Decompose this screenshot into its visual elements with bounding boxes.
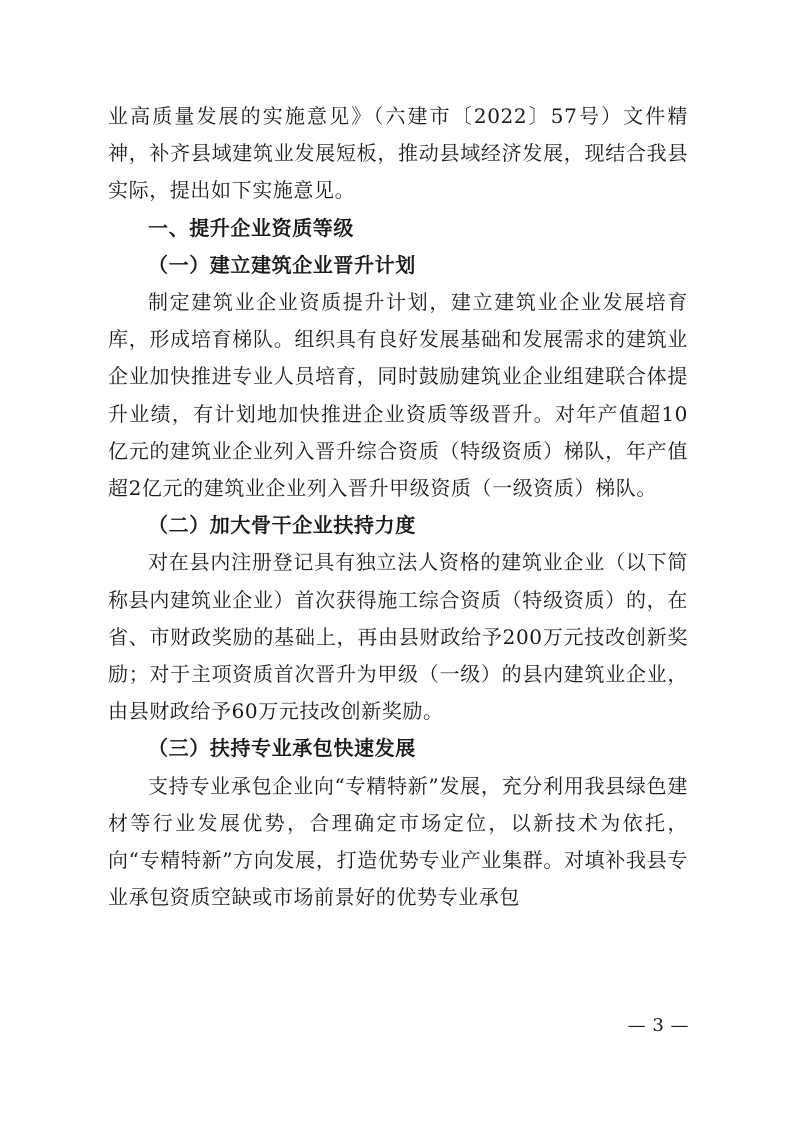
subsection-1-paragraph: 制定建筑业企业资质提升计划，建立建筑业企业发展培育库，形成培育梯队。组织具有良好发展基础和发展需求的建筑业企业加快推进专业人员培育，同时鼓励建筑业企业组建联合体提升业绩，有计划地加快推进企业资质等级晋升。对年产值超10亿元的建筑业企业列入晋升综合资质（特级资质）梯队，年产值超2亿元的建筑业企业列入晋升甲级资质（一级资质）梯队。 (108, 290, 688, 501)
page-number: — 3 — (627, 1015, 689, 1036)
document-body (108, 98, 688, 916)
subsection-3-paragraph: 支持专业承包企业向“专精特新”发展，充分利用我县绿色建材等行业发展优势，合理确定市场定位，以新技术为依托，向“专精特新”方向发展，打造优势专业产业集群。对填补我县专业承包资质空缺或市场前景好的优势专业承包 (108, 773, 688, 910)
subsection-heading-1: （一）建立建筑企业晋升计划 (148, 252, 416, 277)
intro-paragraph: 业高质量发展的实施意见》（六建市〔2022〕57号）文件精神，补齐县域建筑业发展短板，推动县域经济发展，现结合我县实际，提出如下实施意见。 (108, 104, 688, 203)
section-heading-1: 一、提升企业资质等级 (148, 215, 354, 240)
subsection-heading-3: （三）扶持专业承包快速发展 (148, 736, 416, 761)
subsection-heading-2: （二）加大骨干企业扶持力度 (148, 513, 416, 538)
subsection-2-paragraph: 对在县内注册登记具有独立法人资格的建筑业企业（以下简称县内建筑业企业）首次获得施工综合资质（特级资质）的，在省、市财政奖励的基础上，再由县财政给予200万元技改创新奖励；对于主项资质首次晋升为甲级（一级）的县内建筑业企业，由县财政给予60万元技改创新奖励。 (108, 550, 688, 724)
